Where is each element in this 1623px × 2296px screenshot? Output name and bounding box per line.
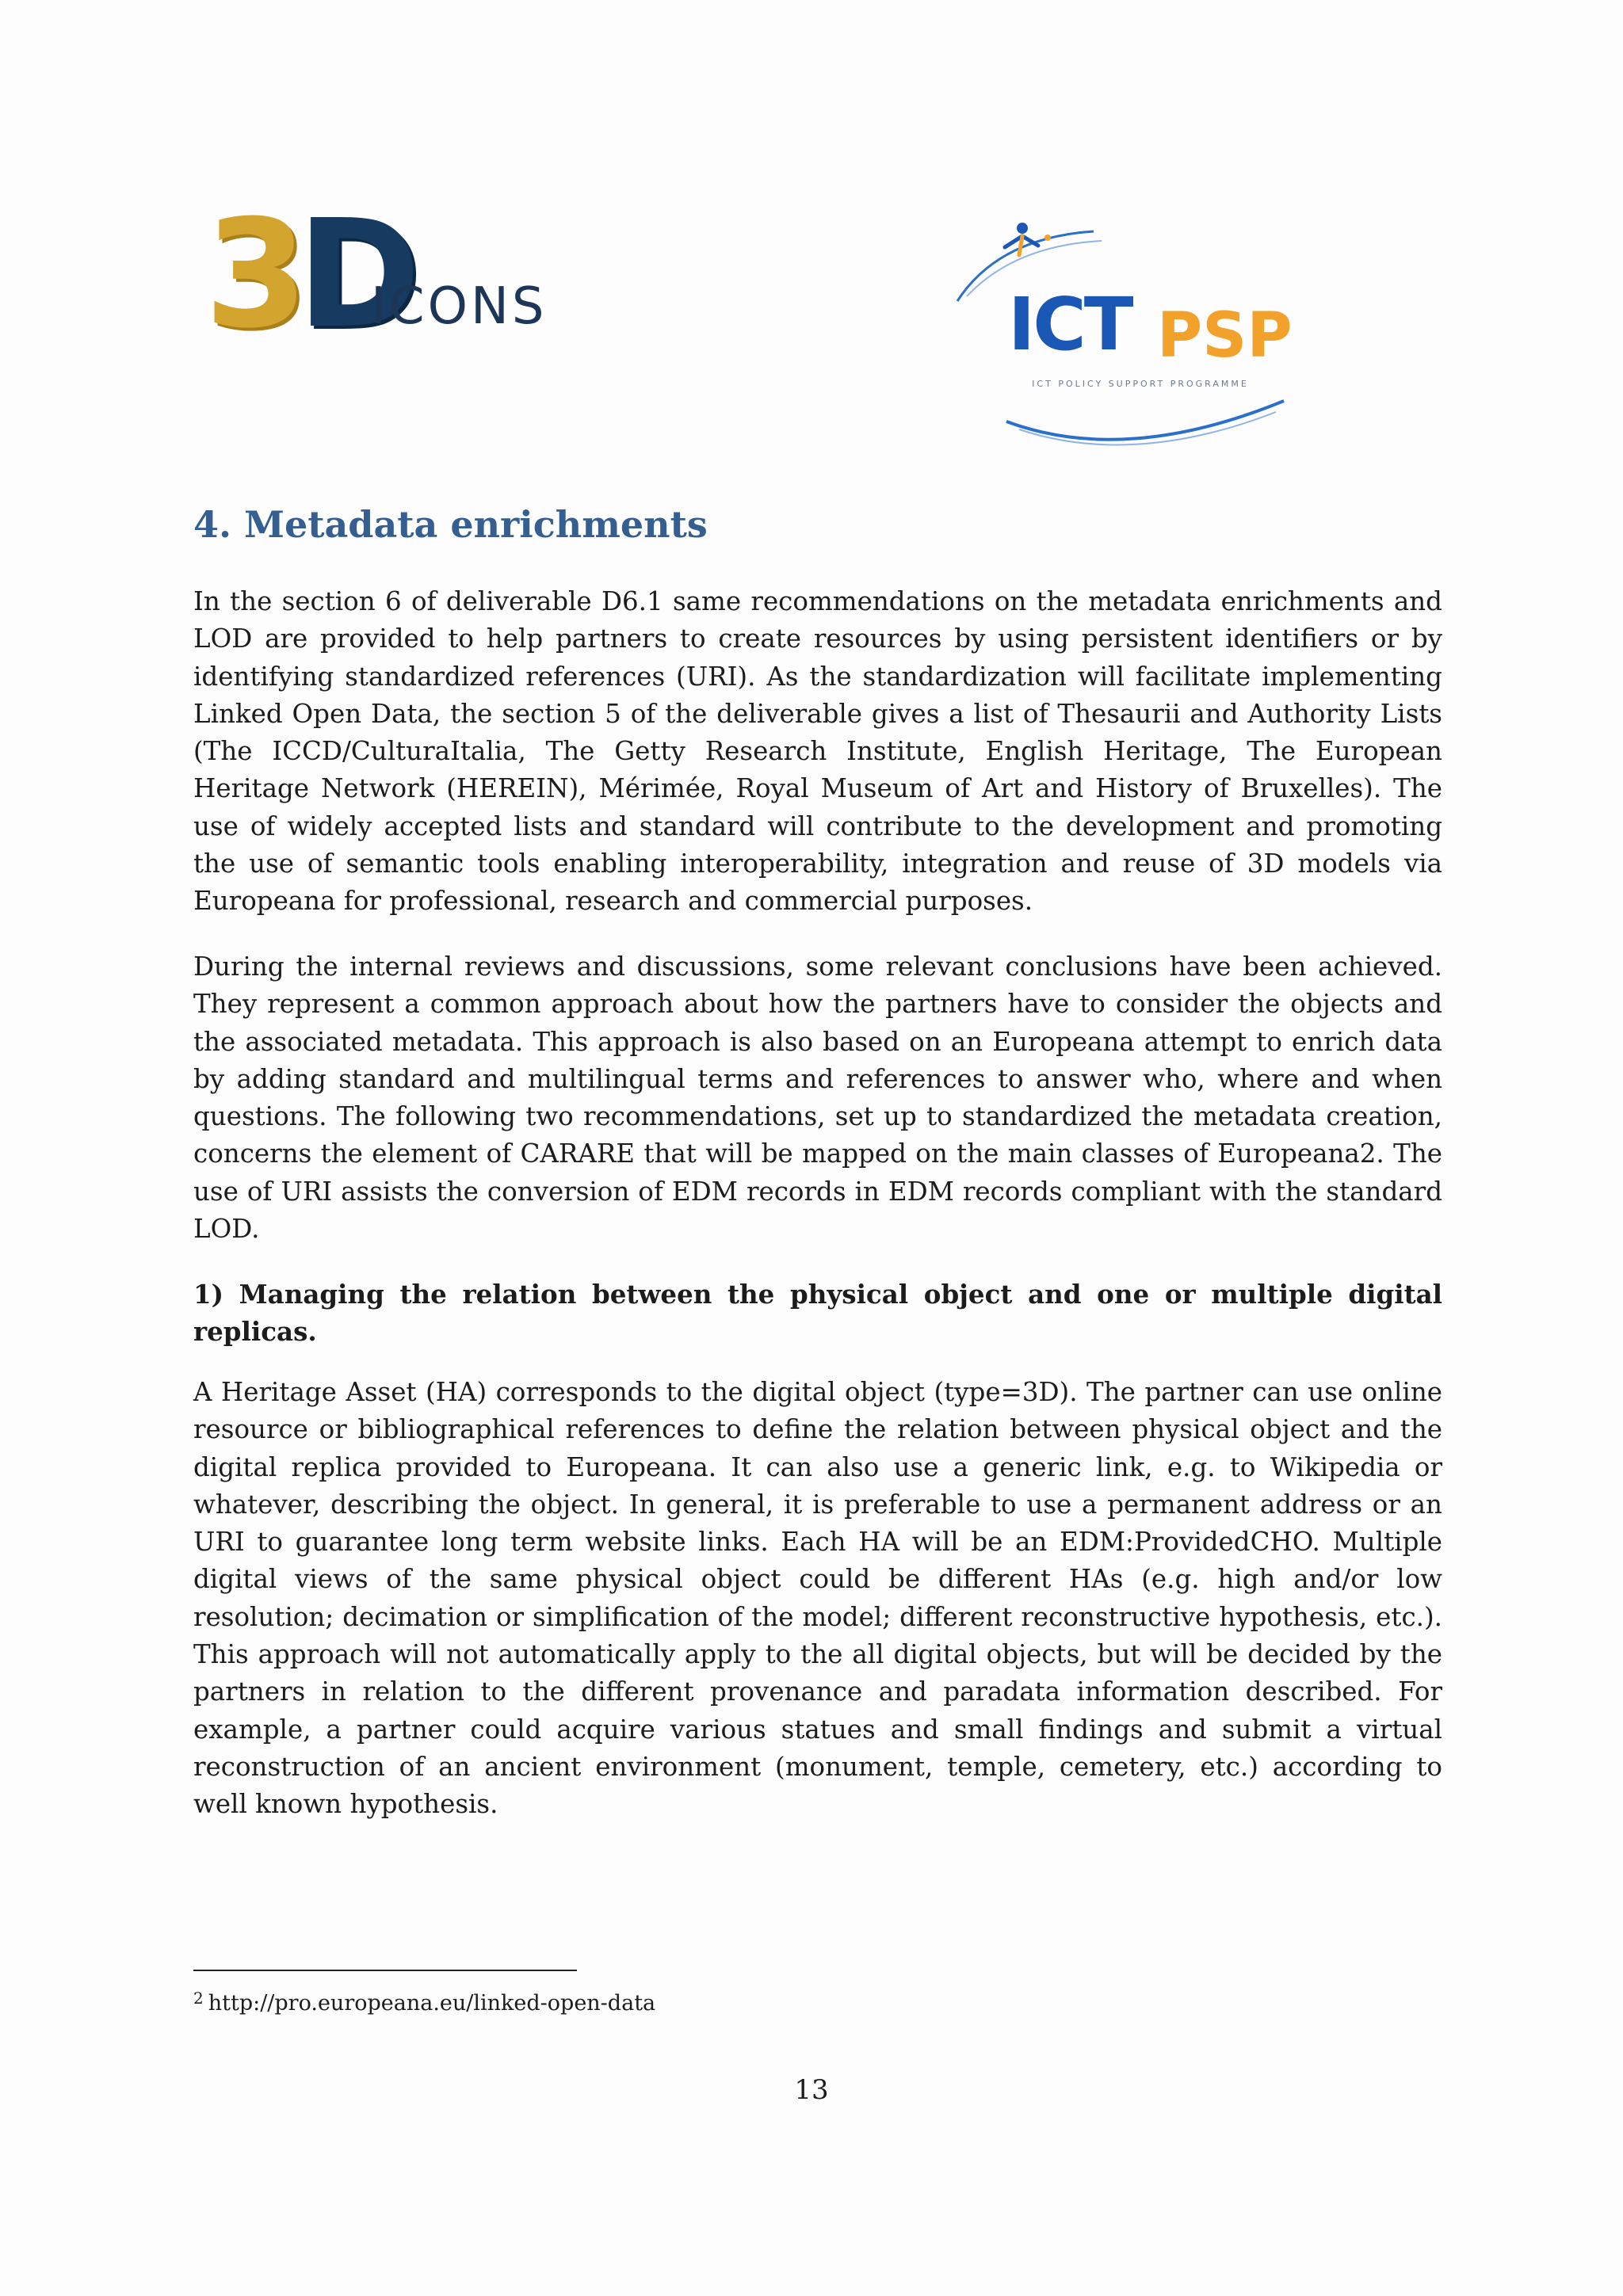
footnote-divider	[193, 1970, 577, 1971]
ict-logo-tagline: ICT POLICY SUPPORT PROGRAMME	[1032, 379, 1249, 389]
paragraph-lod-intro: In the section 6 of deliverable D6.1 same recommendations on the metadata enrichments and LOD are provided to help partners to create resources by using persistent identifiers or by identifying standardized references (URI). As the standardization will facilitate implementing Linked Open Data, the section 5 of the deliverable gives a list of Thesaurii and Authority Lists (The ICCD/CulturaItalia, The Getty Research Institute, English Heritage, The European Heritage Network (HEREIN), Mérimée, Royal Museum of Art and History of Bruxelles). The use of widely accepted lists and standard will contribute to the development and promoting the use of semantic tools enabling interoperability, integration and reuse of 3D models via Europeana for professional, research and commercial purposes.	[193, 586, 1442, 917]
ict-logo-text: ICT	[1008, 282, 1132, 367]
ict-psp-logo	[943, 214, 1308, 460]
3d-logo-digit: 3	[204, 188, 297, 361]
footnote	[193, 1983, 655, 2019]
footnote-marker: 2	[193, 1989, 204, 2008]
footnote-link[interactable]: http://pro.europeana.eu/linked-open-data	[208, 1991, 656, 2016]
paragraph-heritage-asset: A Heritage Asset (HA) corresponds to the digital object (type=3D). The partner can use online resource or bibliographical references to define the relation between physical object and the digital replica provided to Europeana. It can also use a generic link, e.g. to Wikipedia or whatever, describing the object. In general, it is preferable to use a permanent address or an URI to guarantee long term website links. Each HA will be an EDM:ProvidedCHO. Multiple digital views of the same physical object could be different HAs (e.g. high and/or low resolution; decimation or simplification of the model; different reconstructive hypothesis, etc.). This approach will not automatically apply to the all digital objects, but will be decided by the partners in relation to the different provenance and paradata information described. For example, a partner could acquire various statues and small findings and submit a virtual reconstruction of an ancient environment (monument, temple, cemetery, etc.) according to well known hypothesis.	[193, 1377, 1442, 1820]
subheading-recommendation-1: 1) Managing the relation between the physical object and one or multiple digital replicas.	[193, 1279, 1442, 1348]
section-heading: 4. Metadata enrichments	[193, 503, 708, 546]
page-number: 13	[794, 2074, 829, 2106]
psp-logo-text: PSP	[1157, 300, 1293, 372]
3d-logo-letter: D	[296, 188, 410, 361]
3d-logo-word: ICONS	[371, 277, 548, 336]
3d-icons-logo	[204, 188, 569, 361]
paragraph-internal-reviews: During the internal reviews and discussions, some relevant conclusions have been achieved. They represent a common approach about how the partners have to consider the objects and the associated metadata. This approach is also based on an Europeana attempt to enrich data by adding standard and multilingual terms and references to answer who, where and when questions. The following two recommendations, set up to standardized the metadata creation, concerns the element of CARARE that will be mapped on the main classes of Europeana2. The use of URI assists the conversion of EDM records in EDM records compliant with the standard LOD.	[193, 952, 1442, 1245]
